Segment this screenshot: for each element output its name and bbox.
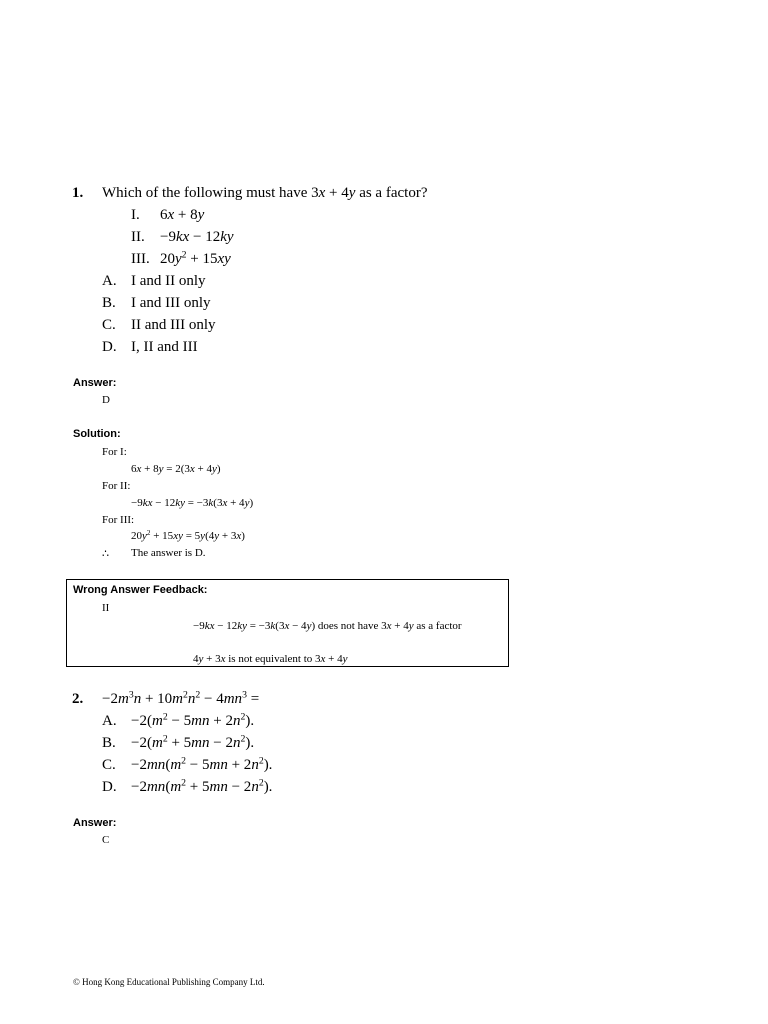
option-label-d: D. (102, 339, 117, 355)
option-label-c: C. (102, 317, 116, 333)
question-1-text: Which of the following must have 3x + 4y as a factor? (102, 185, 428, 201)
q2-answer-value: C (102, 834, 110, 846)
solution-label-3: For III: (102, 514, 135, 526)
question-2-text: $-2m^3n + 10m^2n^2 - 4mn^3$ = (102, 689, 260, 707)
roman-expr-2: −9kx − 12ky (160, 229, 234, 245)
option-text-c: II and III only (131, 317, 216, 333)
q2-answer-heading: Answer: (73, 817, 117, 829)
solution-heading: Solution: (73, 428, 121, 440)
answer-value: D (102, 394, 110, 406)
feedback-line-1: −9kx − 12ky = −3k(3x − 4y) does not have 3x + 4y as a factor (193, 620, 462, 632)
feedback-heading: Wrong Answer Feedback: (73, 584, 208, 596)
solution-label-2: For II: (102, 480, 131, 492)
q2-option-text-c: $-2mn(m^2 - 5mn + 2n^2)$. (131, 755, 273, 773)
option-label-a: A. (102, 273, 117, 289)
roman-label-3: III. (131, 251, 150, 267)
therefore-symbol: ∴ (102, 548, 109, 560)
solution-conclusion: The answer is D. (131, 547, 206, 559)
q2-option-text-a: $-2(m^2 - 5mn + 2n^2)$. (131, 711, 255, 729)
solution-expr-2: −9kx − 12ky = −3k(3x + 4y) (131, 497, 254, 509)
solution-label-1: For I: (102, 446, 127, 458)
q2-option-label-c: C. (102, 757, 116, 773)
q2-option-text-d: $-2mn(m^2 + 5mn - 2n^2)$. (131, 777, 273, 795)
roman-expr-3: $20y^2 + 15xy$ (160, 249, 231, 267)
roman-expr-1: 6x + 8y (160, 207, 205, 223)
roman-label-2: II. (131, 229, 145, 245)
roman-label-1: I. (131, 207, 140, 223)
question-2-number: 2. (72, 691, 84, 707)
q2-option-text-b: $-2(m^2 + 5mn - 2n^2)$. (131, 733, 255, 751)
q2-option-label-a: A. (102, 713, 117, 729)
option-text-a: I and II only (131, 273, 206, 289)
option-text-d: I, II and III (131, 339, 198, 355)
q2-option-label-d: D. (102, 779, 117, 795)
feedback-option: II (102, 602, 110, 614)
option-text-b: I and III only (131, 295, 211, 311)
solution-expr-1: 6x + 8y = 2(3x + 4y) (131, 463, 221, 475)
option-label-b: B. (102, 295, 116, 311)
q2-option-label-b: B. (102, 735, 116, 751)
question-1-number: 1. (72, 185, 84, 201)
answer-heading: Answer: (73, 377, 117, 389)
feedback-line-2: 4y + 3x is not equivalent to 3x + 4y (193, 653, 348, 665)
solution-expr-3: $20y^2 + 15xy = 5y(4y + 3x)$ (131, 529, 245, 542)
copyright-footer: © Hong Kong Educational Publishing Company Ltd. (73, 977, 265, 987)
